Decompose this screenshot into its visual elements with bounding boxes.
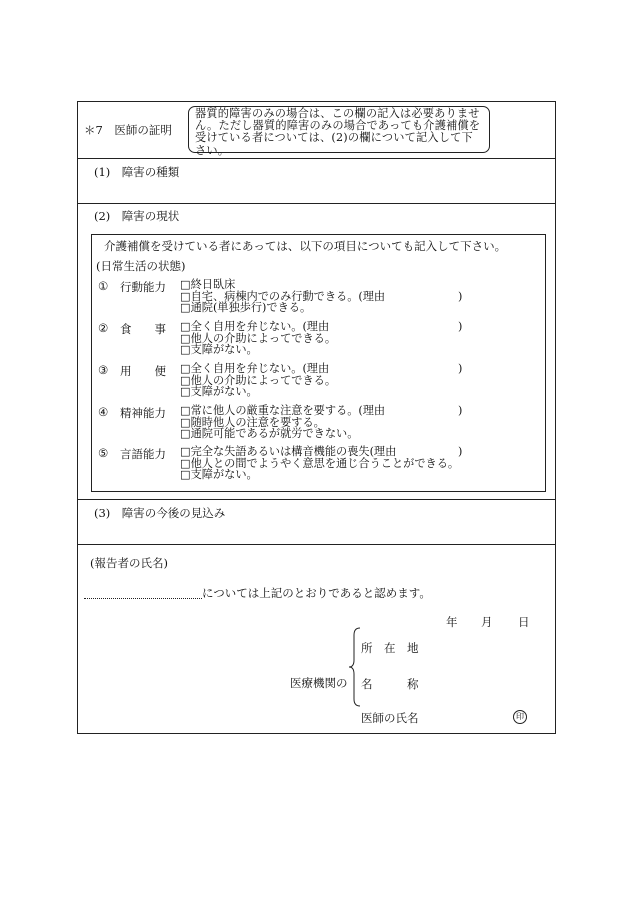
- checkbox-option[interactable]: [180, 302, 385, 314]
- item-label: 言語能力: [120, 447, 166, 461]
- item-number: ④: [98, 405, 109, 419]
- section-current-status: [78, 204, 555, 500]
- option-text: □通院可能であるが就労できない。: [180, 427, 359, 440]
- item-label: 行動能力: [120, 280, 166, 294]
- option-text: □他人の介助によってできる。: [180, 373, 337, 387]
- option-text: □全く自用を弁じない。(理由: [180, 320, 330, 333]
- section-prognosis: [78, 500, 555, 545]
- item-options: [180, 278, 463, 314]
- item-options: [180, 404, 463, 440]
- instruction-note: 器質的障害のみの場合は、この欄の記入は必要ありません。ただし器質的障害のみの場合であっても介護補償を受けている者については、(2)の欄について記入して下さい。: [188, 106, 490, 153]
- item-label: 用 便: [120, 364, 166, 378]
- option-text: □終日臥床: [180, 278, 236, 291]
- daily-life-subheading: (日常生活の状態): [96, 259, 186, 273]
- option-text: □随時他人の注意を要する。: [180, 415, 325, 429]
- option-text: □他人との間でようやく意思を通じ合うことができる。: [180, 456, 460, 470]
- item-number: ⑤: [98, 446, 109, 460]
- option-text: □完全な失語あるいは構音機能の喪失(理由: [180, 445, 397, 458]
- checkbox-option[interactable]: [180, 344, 336, 356]
- reason-close-paren: ): [458, 404, 463, 417]
- item-options: [180, 320, 463, 356]
- prognosis-title: (3) 障害の今後の見込み: [94, 506, 226, 520]
- option-text: □支障がない。: [180, 385, 258, 398]
- item-number: ②: [98, 321, 109, 335]
- seal-icon: 印: [513, 710, 527, 724]
- option-text: □全く自用を弁じない。(理由: [180, 362, 330, 375]
- certification-statement: については上記のとおりであると認めます。: [202, 586, 431, 600]
- current-status-title: (2) 障害の現状: [94, 209, 180, 223]
- date-day: 日: [518, 615, 530, 629]
- reason-close-paren: ): [458, 320, 463, 333]
- daily-life-box: [91, 234, 546, 492]
- checkbox-option[interactable]: [180, 469, 459, 481]
- checkbox-option[interactable]: [180, 428, 385, 440]
- reason-close-paren: ): [458, 289, 463, 303]
- brace-icon: [348, 627, 362, 707]
- option-text: □支障がない。: [180, 468, 258, 481]
- reporter-label: (報告者の氏名): [90, 556, 168, 570]
- option-text: □自宅、病棟内でのみ行動できる。(理由: [180, 289, 386, 303]
- date-year: 年: [446, 615, 458, 629]
- item-number: ①: [98, 279, 109, 293]
- disability-type-title: (1) 障害の種類: [94, 165, 180, 179]
- option-text: □他人の介助によってできる。: [180, 331, 337, 345]
- medical-certificate-form: [77, 101, 556, 734]
- item-label: 精神能力: [120, 406, 166, 420]
- option-text: □常に他人の厳重な注意を要する。(理由: [180, 404, 386, 417]
- institution-label: 医療機関の: [290, 676, 348, 690]
- section-label: ＊7 医師の証明: [84, 123, 172, 137]
- reason-close-paren: ): [458, 362, 463, 375]
- item-label: 食 事: [120, 322, 166, 336]
- report-section: [78, 545, 555, 733]
- doctor-name-label: 医師の氏名: [361, 711, 419, 725]
- institution-name-label: 名 称: [361, 677, 419, 691]
- option-text: □支障がない。: [180, 343, 258, 356]
- item-options: [180, 362, 463, 398]
- header-row: [78, 102, 555, 159]
- address-label: 所 在 地: [361, 641, 419, 655]
- item-number: ③: [98, 363, 109, 377]
- option-text: □通院(単独歩行)できる。: [180, 301, 312, 314]
- item-options: [180, 445, 463, 481]
- section-disability-type: [78, 159, 555, 204]
- daily-life-instruction: 介護補償を受けている者にあっては、以下の項目についても記入して下さい。: [104, 239, 507, 253]
- date-month: 月: [481, 615, 493, 629]
- checkbox-option[interactable]: [180, 386, 336, 398]
- reporter-name-field[interactable]: [84, 588, 202, 599]
- reason-close-paren: ): [458, 445, 463, 458]
